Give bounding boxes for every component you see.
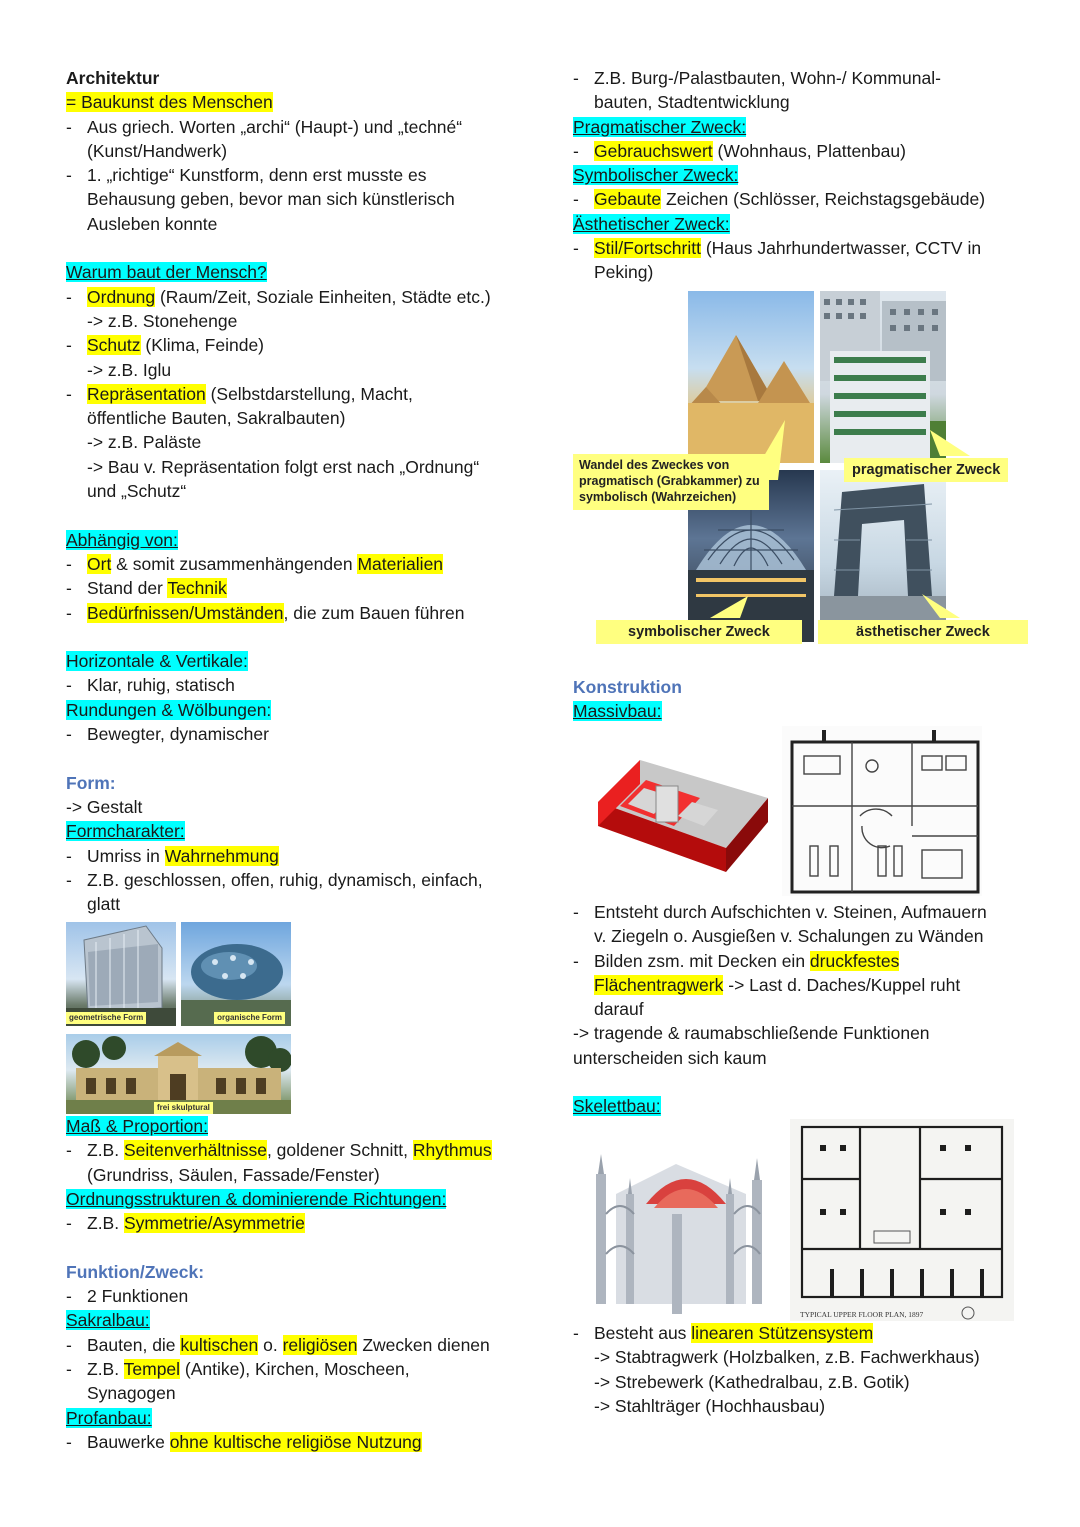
massivbau-text: - Entsteht durch Aufschichten v. Steinen, Aufmauern v. Ziegeln o. Ausgießen v. Schalungen zu Wänden - Bilden zsm. mit Decken ein druckfestes Flächentragwerk -> Last d. Daches/Kuppel ruht darauf -> tragende & raumabschließende Funktionen unterscheiden sich kaum Skelettbau: [573, 900, 1023, 1119]
depends-heading: Abhängig von: [66, 529, 178, 550]
geometric-form-image [66, 922, 176, 1026]
gothic-cathedral-image [576, 1134, 776, 1320]
form-heading: Form: [66, 772, 116, 793]
sakralbau-heading: Sakralbau: [66, 1310, 150, 1331]
formcharakter-heading: Formcharakter: [66, 821, 185, 842]
profanbau-heading: Profanbau: [66, 1407, 152, 1428]
massivbau-3d-image [580, 742, 770, 882]
wandel-caption: Wandel des Zweckes von pragmatisch (Grabkammer) zu symbolisch (Wahrzeichen) [573, 454, 769, 510]
pragmatic-caption: pragmatischer Zweck [844, 458, 1008, 482]
sculptural-form-caption: frei skulptural [154, 1102, 213, 1114]
rundungen-heading: Rundungen & Wölbungen: [66, 699, 272, 720]
ordnungsstrukturen-heading: Ordnungsstrukturen & dominierende Richtungen: [66, 1188, 447, 1209]
geometric-form-caption: geometrische Form [66, 1012, 146, 1024]
sculptural-form-image [66, 1034, 291, 1114]
massivbau-floorplan-image [782, 726, 982, 896]
left-column-lower: Maß & Proportion: - Z.B. Seitenverhältnisse, goldener Schnitt, Rhythmus (Grundriss, Säulen, Fassade/Fenster) Ordnungsstrukturen & dominierende Richtungen: - Z.B. Symmetrie/Asymmetrie Funktion/Zweck: - 2 Funktionen Sakralbau: - Bauten, die kultischen o. religiösen Zwecken dienen - Z.B. Tempel (Antike), Kirchen, Moscheen, Synagogen Profanbau: - Bauwerke ohne kultische religiöse Nutzung [66, 1114, 526, 1454]
konstruktion-heading: Konstruktion [573, 677, 682, 697]
page-title: Architektur [66, 68, 160, 88]
organic-form-caption: organische Form [214, 1012, 285, 1024]
konstruktion-section [573, 675, 1023, 724]
skelettbau-text: - Besteht aus linearen Stützensystem -> Stabtragwerk (Holzbalken, z.B. Fachwerkhaus) -> Strebewerk (Kathedralbau, z.B. Gotik) -> Stahlträger (Hochhausbau) [573, 1321, 1023, 1418]
right-column: - Z.B. Burg-/Palastbauten, Wohn-/ Kommunal- bauten, Stadtentwicklung Pragmatischer Zweck: - Gebrauchswert (Wohnhaus, Plattenbau) Symbolischer Zweck: - Gebaute Zeichen (Schlösser, Reichstagsgebäude) Ästhetischer Zweck: - Stil/Fortschritt (Haus Jahrhundertwasser, CCTV in Peking) [573, 66, 1023, 285]
aesthetic-caption: ästhetischer Zweck [818, 620, 1028, 644]
intro-bullet: - Aus griech. Worten „archi“ (Haupt-) und „techné“ [66, 115, 526, 139]
massivbau-heading: Massivbau: [573, 701, 662, 722]
intro-bullet: - 1. „richtige“ Kunstform, denn erst musste es [66, 163, 526, 187]
skelettbau-heading: Skelettbau: [573, 1096, 661, 1117]
horizontal-heading: Horizontale & Vertikale: [66, 651, 248, 672]
skelettbau-floorplan-image [790, 1119, 1014, 1321]
why-heading: Warum baut der Mensch? [66, 262, 267, 283]
plan-caption: TYPICAL UPPER FLOOR PLAN, 1897 [800, 1310, 924, 1319]
pragmatic-heading: Pragmatischer Zweck: [573, 116, 747, 137]
aesthetic-heading: Ästhetischer Zweck: [573, 213, 730, 234]
left-column: Architektur = Baukunst des Menschen - Aus griech. Worten „archi“ (Haupt-) und „techné“ (Kunst/Handwerk) - 1. „richtige“ Kunstform, denn erst musste es Behausung geben, bevor man sich künstlerisch Ausleben konnte Warum baut der Mensch? - Ordnung (Raum/Zeit, Soziale Einheiten, Städte etc.) -> z.B. Stonehenge - Schutz (Klima, Feinde) -> z.B. Iglu - Repräsentation (Selbstdarstellung, Macht, öffentliche Bauten, Sakralbauten) -> z.B. Paläste -> Bau v. Repräsentation folgt erst nach „Ordnung“ und „Schutz“ Abhängig von: - Ort & somit zusammenhängenden Materialien - Stand der Technik - Bedürfnissen/Umständen, die zum Bauen führen Horizontale & Vertikale: - Klar, ruhig, statisch Rundungen & Wölbungen: - Bewegter, dynamischer Form: -> Gestalt Formcharakter: - Umriss in Wahrnehmung - Z.B. geschlossen, offen, ruhig, dynamisch, einfach, glatt [66, 66, 526, 916]
subtitle: = Baukunst des Menschen [66, 92, 273, 113]
organic-form-image [181, 922, 291, 1026]
symbolic-heading: Symbolischer Zweck: [573, 165, 739, 186]
symbolic-caption: symbolischer Zweck [596, 620, 802, 644]
funktion-heading: Funktion/Zweck: [66, 1261, 205, 1282]
mass-heading: Maß & Proportion: [66, 1116, 208, 1136]
